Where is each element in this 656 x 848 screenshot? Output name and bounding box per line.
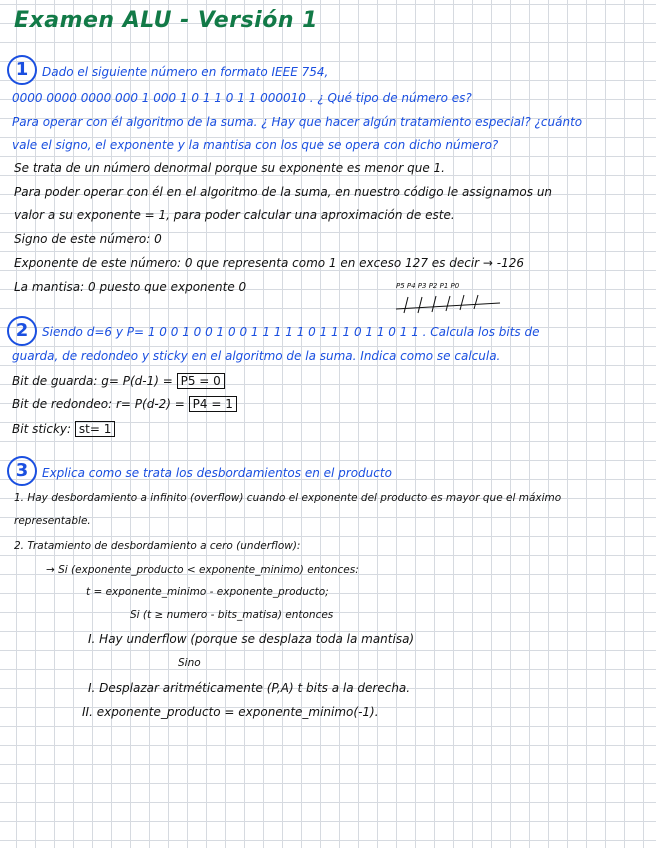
q1-line-1: Dado el siguiente número en formato IEEE 754,	[42, 65, 329, 79]
q1-answer-1: Se trata de un número denormal porque su exponente es menor que 1.	[14, 161, 445, 175]
round-bit-row	[12, 398, 237, 410]
question-1-number: 1	[7, 55, 37, 85]
question-2-number: 2	[7, 316, 37, 346]
q2-line-1: Siendo d=6 y P= 1 0 0 1 0 0 1 0 0 1 1 1 1 1 0 1 1 1 0 1 1 0 1 1 . Calcula los bits de	[42, 325, 540, 339]
q1-answer-6: La mantisa: 0 puesto que exponente 0	[14, 280, 247, 294]
q3-answer-6: I. Hay underflow (porque se desplaza toda la mantisa)	[88, 632, 415, 646]
page-title: Examen ALU - Versión 1	[14, 8, 318, 33]
q1-answer-3: valor a su exponente = 1, para poder calcular una aproximación de este.	[14, 208, 455, 222]
sticky-bit-label: Bit sticky:	[12, 422, 72, 436]
sticky-bit-result: st= 1	[75, 421, 115, 437]
q3-answer-4: t = exponente_minimo - exponente_producto;	[86, 586, 329, 598]
q1-line-3: Para operar con él algoritmo de la suma. ¿ Hay que hacer algún tratamiento especial? ¿cuánto	[12, 115, 583, 129]
guard-bit-row	[12, 375, 225, 387]
q1-line-2: 0000 0000 0000 000 1 000 1 0 1 1 0 1 1 000010 . ¿ Qué tipo de número es?	[12, 91, 472, 105]
question-3-number: 3	[7, 456, 37, 486]
round-bit-label: Bit de redondeo: r= P(d-2) =	[12, 397, 185, 411]
q3-answer-1b: representable.	[14, 515, 91, 527]
q1-answer-4: Signo de este número: 0	[14, 232, 162, 246]
q3-line-1: Explica como se trata los desbordamientos en el producto	[42, 466, 392, 480]
q1-answer-2: Para poder operar con él en el algoritmo de la suma, en nuestro código le assignamos un	[14, 185, 553, 199]
q3-answer-8: I. Desplazar aritméticamente (P,A) t bits a la derecha.	[88, 681, 411, 695]
q3-answer-7: Sino	[178, 657, 201, 669]
bit-position-labels: P5 P4 P3 P2 P1 P0	[396, 282, 460, 290]
q1-answer-5: Exponente de este número: 0 que representa como 1 en exceso 127 es decir → -126	[14, 256, 524, 270]
q3-answer-3: → Si (exponente_producto < exponente_minimo) entonces:	[46, 564, 359, 576]
guard-bit-label: Bit de guarda: g= P(d-1) =	[12, 374, 173, 388]
q3-answer-9: II. exponente_producto = exponente_minimo(-1).	[82, 705, 379, 719]
q3-answer-1: 1. Hay desbordamiento a infinito (overflow) cuando el exponente del producto es mayor que el máximo	[14, 492, 562, 504]
q3-answer-5: Si (t ≥ numero - bits_matisa) entonces	[130, 609, 334, 621]
sticky-bit-row	[12, 423, 115, 435]
guard-bit-result: P5 = 0	[177, 373, 225, 389]
bit-position-ticks	[396, 293, 506, 315]
round-bit-result: P4 = 1	[189, 396, 237, 412]
q3-answer-2: 2. Tratamiento de desbordamiento a cero (underflow):	[14, 540, 301, 552]
q1-line-4: vale el signo, el exponente y la mantisa con los que se opera con dicho número?	[12, 138, 499, 152]
q2-line-2: guarda, de redondeo y sticky en el algoritmo de la suma. Indica como se calcula.	[12, 349, 501, 363]
